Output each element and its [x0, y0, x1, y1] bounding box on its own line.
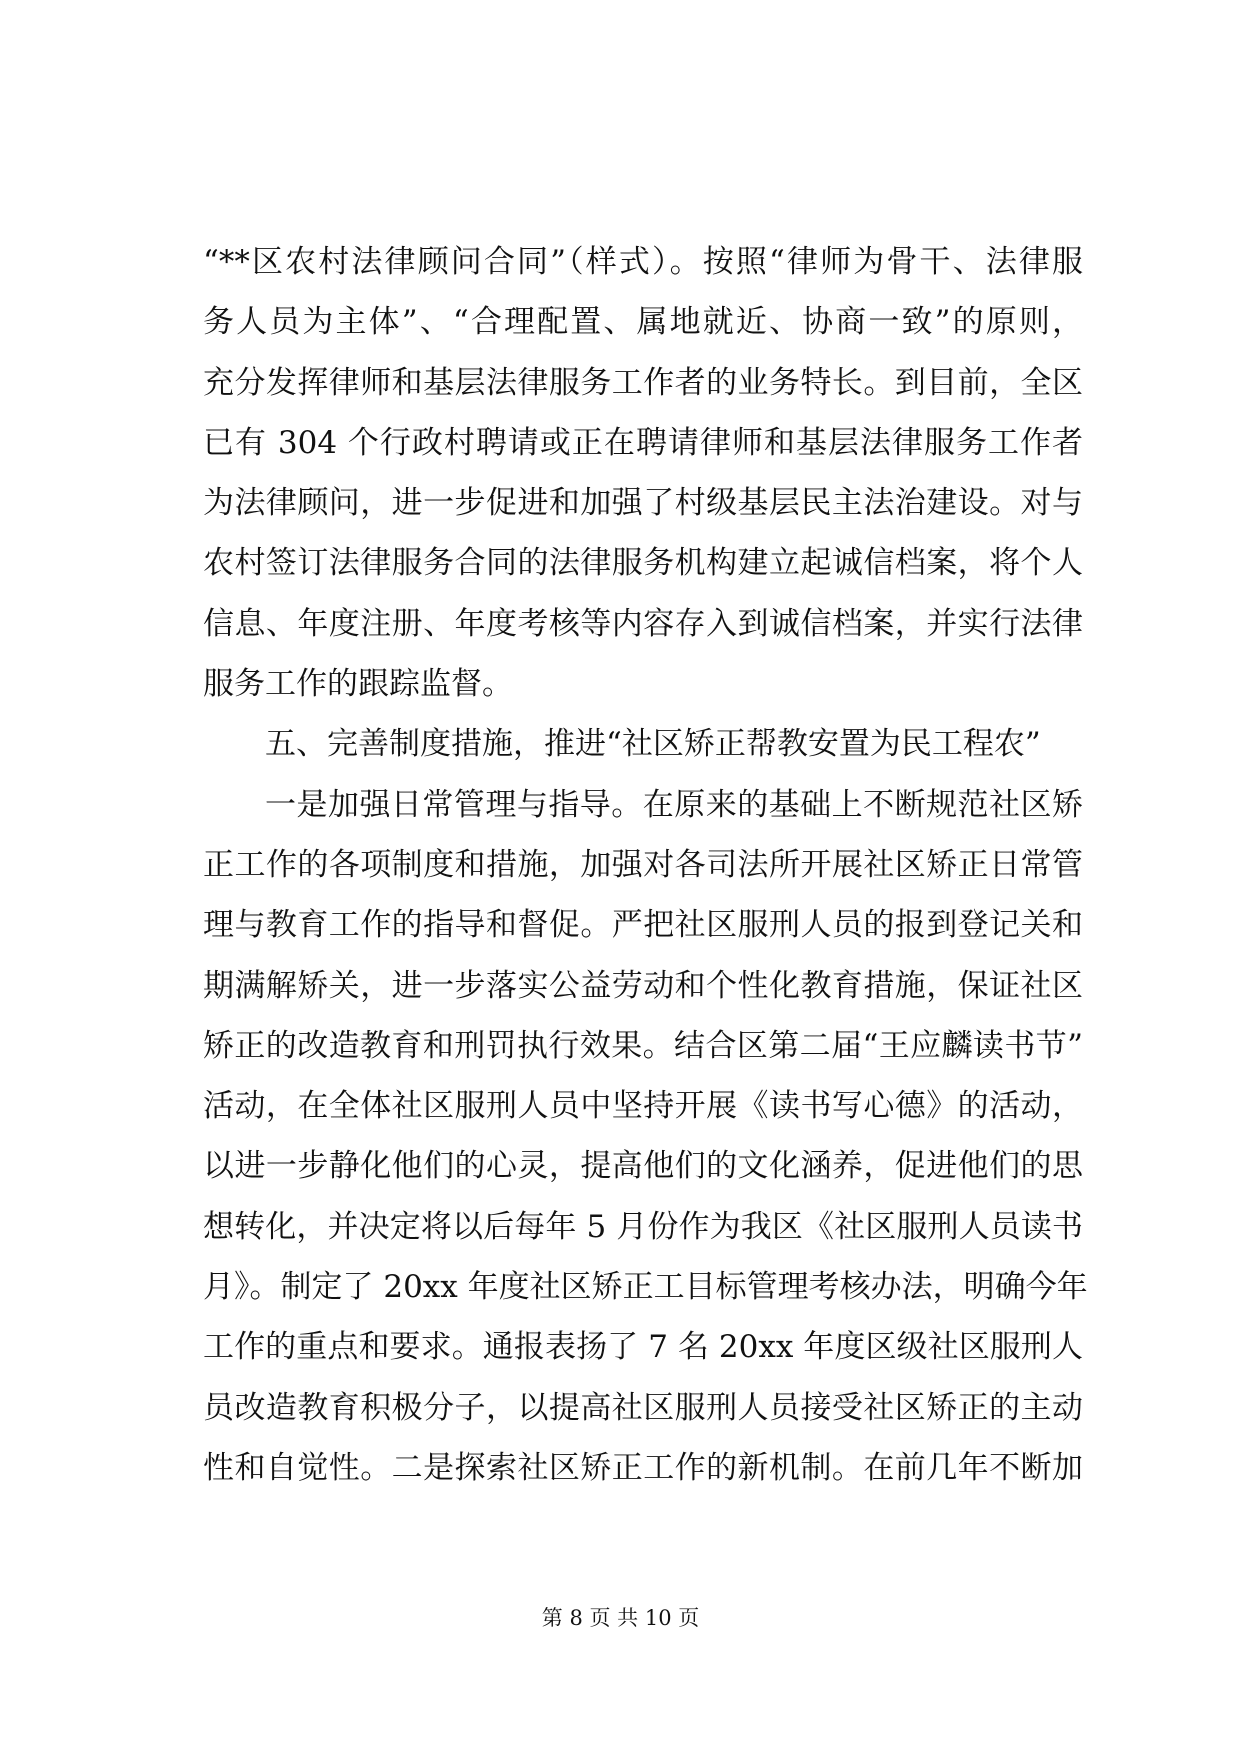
text-line: 以进一步静化他们的心灵，提高他们的文化涵养，促进他们的思: [203, 1148, 1083, 1185]
text-line: 月》。制定了 20xx 年度社区矫正工目标管理考核办法，明确今年: [203, 1269, 1088, 1306]
text-line: 一是加强日常管理与指导。在原来的基础上不断规范社区矫: [265, 786, 1083, 823]
text-line: 员改造教育积极分子，以提高社区服刑人员接受社区矫正的主动: [203, 1389, 1083, 1426]
text-line: 信息、年度注册、年度考核等内容存入到诚信档案，并实行法律: [203, 605, 1083, 642]
text-line: “**区农村法律顾问合同”（样式）。按照“律师为骨干、法律服: [203, 244, 1083, 280]
text-line: 为法律顾问，进一步促进和加强了村级基层民主法治建设。对与: [203, 485, 1083, 522]
text-line: 服务工作的跟踪监督。: [203, 666, 513, 703]
text-line: 性和自觉性。二是探索社区矫正工作的新机制。在前几年不断加: [203, 1449, 1083, 1486]
text-line: 工作的重点和要求。通报表扬了 7 名 20xx 年度区级社区服刑人: [203, 1329, 1083, 1366]
text-line: 理与教育工作的指导和督促。严把社区服刑人员的报到登记关和: [203, 907, 1083, 944]
text-line: 期满解矫关，进一步落实公益劳动和个性化教育措施，保证社区: [203, 967, 1083, 1004]
text-line: 想转化，并决定将以后每年 5 月份作为我区《社区服刑人员读书: [203, 1208, 1083, 1245]
text-line: 已有 304 个行政村聘请或正在聘请律师和基层法律服务工作者: [203, 424, 1083, 461]
text-line: 充分发挥律师和基层法律服务工作者的业务特长。到目前，全区: [203, 364, 1083, 401]
text-line: 农村签订法律服务合同的法律服务机构建立起诚信档案，将个人: [203, 545, 1083, 582]
text-line: 活动，在全体社区服刑人员中坚持开展《读书写心德》的活动，: [203, 1088, 1083, 1125]
section-heading: 五、完善制度措施，推进“社区矫正帮教安置为民工程农”: [265, 726, 1041, 763]
body-text: [203, 232, 1088, 1498]
text-line: 矫正的改造教育和刑罚执行效果。结合区第二届“王应麟读书节”: [203, 1027, 1083, 1064]
text-line: 正工作的各项制度和措施，加强对各司法所开展社区矫正日常管: [203, 846, 1083, 883]
text-line: 务人员为主体”、“合理配置、属地就近、协商一致”的原则，: [203, 304, 1083, 341]
page-footer: 第 8 页 共 10 页: [541, 1606, 700, 1630]
